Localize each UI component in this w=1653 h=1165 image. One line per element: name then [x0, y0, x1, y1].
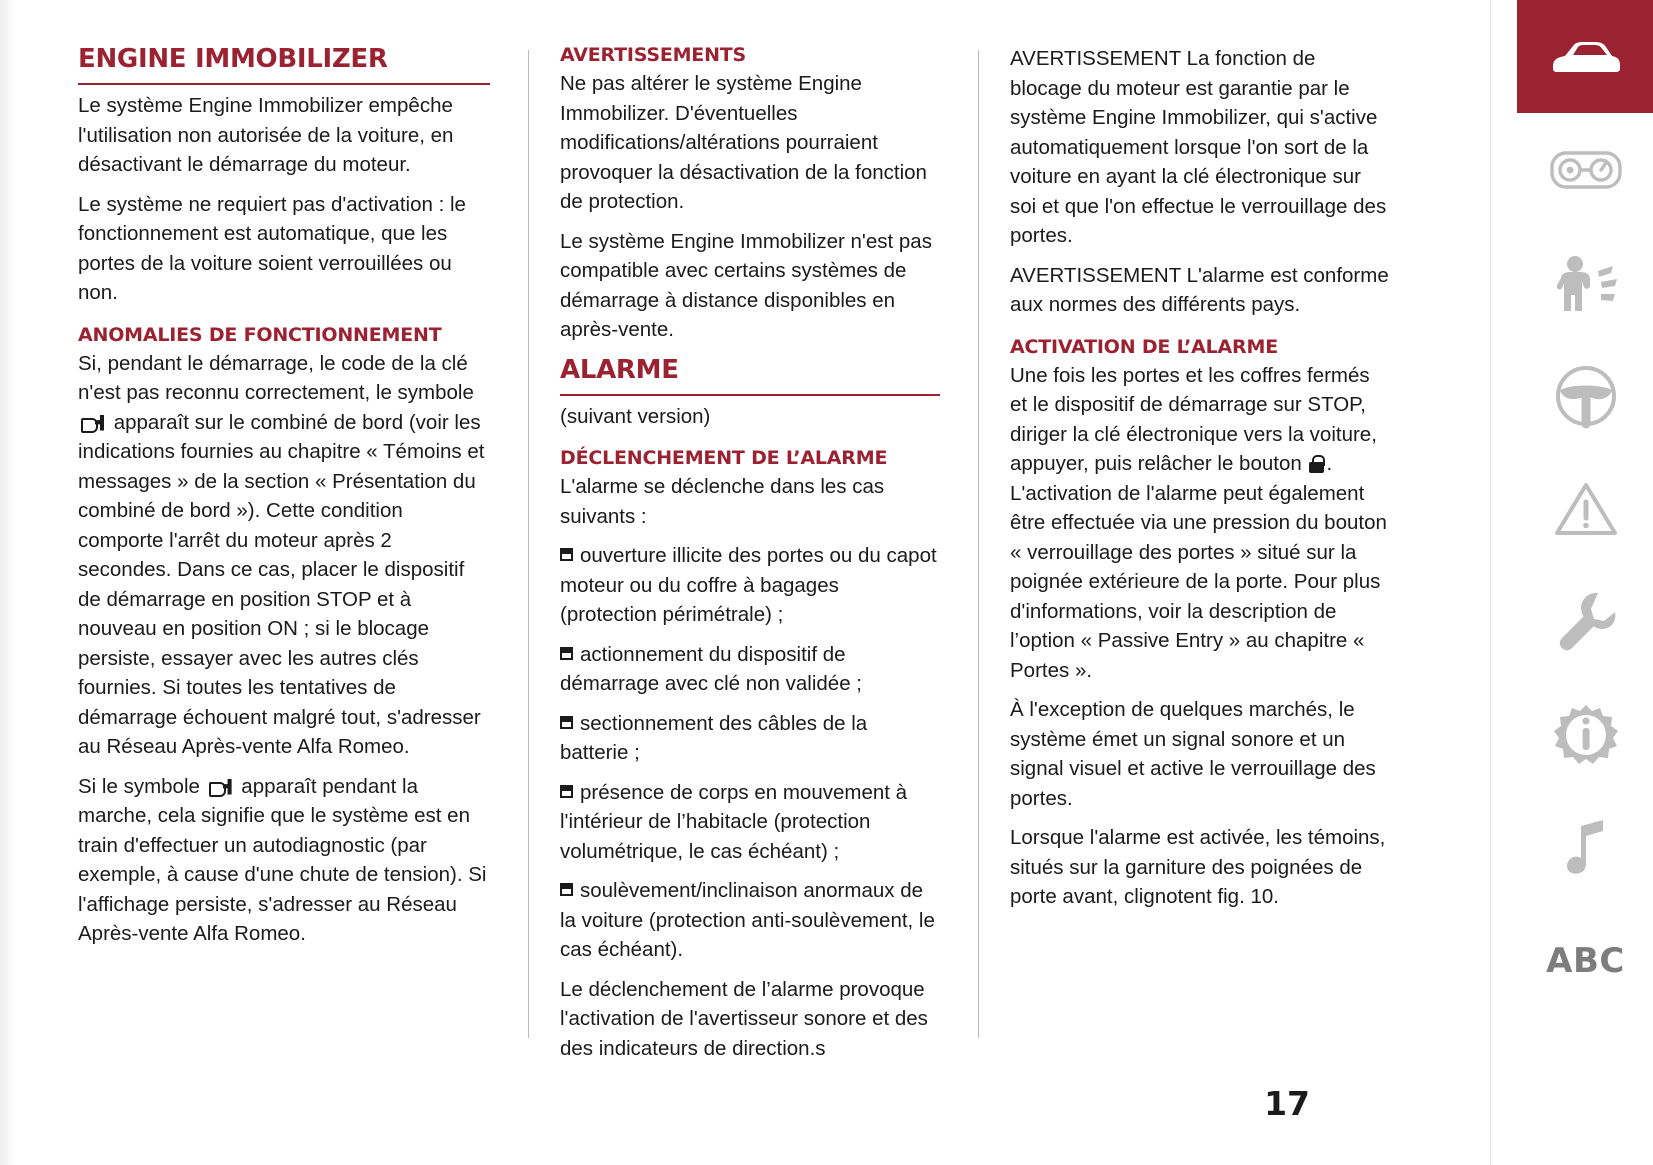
bullet-square-icon	[560, 883, 573, 896]
chapter-tab-rail	[1490, 0, 1653, 1165]
paragraph-text-before: Si, pendant le démarrage, le code de la clé n'est pas reconnu correctement, le symbole	[78, 351, 474, 404]
section-heading-anomalies: ANOMALIES DE FONCTIONNEMENT	[78, 323, 442, 346]
sidebar-item-dashboard[interactable]	[1517, 113, 1653, 226]
wrench-icon	[1556, 590, 1616, 654]
abc-index-icon: ABC	[1546, 940, 1625, 981]
paragraph: Lorsque l'alarme est activée, les témoins, situés sur la garniture des poignées de porte avant, clignotent fig. 10.	[1010, 826, 1386, 908]
paragraph: Le déclenchement de l’alarme provoque l'activation de l'avertisseur sonore et des des indicateurs de direction.s	[560, 977, 928, 1060]
paragraph-text-before: Si le symbole	[78, 774, 206, 798]
column-1	[78, 44, 528, 1044]
section-heading-declenchement: DÉCLENCHEMENT DE L’ALARME	[560, 447, 888, 469]
paragraph-with-key-icon	[78, 349, 490, 762]
list-item-label: actionnement du dispositif de démarrage avec clé non validée ;	[560, 642, 862, 695]
sidebar-item-info[interactable]	[1517, 678, 1653, 791]
list-item	[560, 709, 940, 768]
section-heading-activation: ACTIVATION DE L’ALARME	[1010, 335, 1278, 358]
car-icon	[1547, 33, 1625, 81]
airbag-safety-icon	[1551, 253, 1621, 313]
sidebar-item-safety[interactable]	[1517, 226, 1653, 339]
list-item	[560, 778, 940, 867]
paragraph: Le système Engine Immobilizer n'est pas compatible avec certains systèmes de démarrage à distance disponibles en après-vente.	[560, 229, 932, 341]
paragraph-text-after: . L'activation de l'alarme peut également être effectuée via une pression du bouton « verrouillage des portes » situé sur la poignée extérieure de la porte. Pour plus d'informations, voir la description de l’option « Passive Entry » au chapitre « Portes ».	[1010, 452, 1387, 682]
paragraph: Le système ne requiert pas d'activation : le fonctionnement est automatique, que les portes de la voiture soient verrouillées ou non.	[78, 192, 466, 304]
paragraph: À l'exception de quelques marchés, le système émet un signal sonore et un signal visuel et active le verrouillage des portes.	[1010, 698, 1376, 810]
immobilizer-key-icon	[81, 415, 105, 432]
sidebar-item-multimedia[interactable]	[1517, 791, 1653, 904]
paragraph-with-key-icon	[78, 772, 490, 949]
list-item-label: sectionnement des câbles de la batterie ;	[560, 711, 868, 764]
bullet-square-icon	[560, 548, 573, 561]
list-item	[560, 876, 940, 965]
bullet-square-icon	[560, 716, 573, 729]
lock-icon	[1309, 455, 1324, 473]
sidebar-item-car[interactable]	[1517, 0, 1653, 113]
sidebar-item-index[interactable]	[1517, 904, 1653, 1017]
list-item-label: présence de corps en mouvement à l'intérieur de l’habitacle (protection volumétrique, le cas échéant) ;	[560, 780, 908, 863]
text-columns	[78, 44, 1478, 1060]
list-item	[560, 541, 940, 630]
paragraph-text-after: apparaît sur le combiné de bord (voir les indications fournies au chapitre « Témoins et messages » de la section « Présentation du combiné de bord »). Cette condition comporte l'arrêt du moteur après 2 secondes. Dans ce cas, placer le dispositif de démarrage en position STOP et à nouveau en position ON ; si le blocage persiste, essayer avec les autres clés fournies. Si toutes les tentatives de démarrage échouent malgré tout, s'adresser au Réseau Après-vente Alfa Romeo.	[78, 410, 485, 758]
paragraph-avertissement: AVERTISSEMENT L'alarme est conforme aux normes des différents pays.	[1010, 263, 1389, 316]
paragraph-version-note: (suivant version)	[560, 404, 711, 428]
page-title: ENGINE IMMOBILIZER	[78, 44, 490, 85]
bullet-square-icon	[560, 647, 573, 660]
section-title-alarme: ALARME	[560, 355, 940, 396]
page-number: 17	[1264, 1084, 1310, 1123]
immobilizer-key-icon	[209, 779, 233, 796]
paragraph-text-before: Une fois les portes et les coffres fermés et le dispositif de démarrage sur STOP, diriger la clé électronique vers la voiture, appuyer, puis relâcher le bouton	[1010, 363, 1377, 475]
dashboard-gauges-icon	[1549, 148, 1623, 192]
list-item-label: soulèvement/inclinaison anormaux de la voiture (protection anti-soulèvement, le cas échéant).	[560, 879, 935, 961]
column-2	[528, 44, 978, 1060]
paragraph-text-after: apparaît pendant la marche, cela signifie que le système est en train d'effectuer un autodiagnostic (par exemple, à cause d'une chute de tension). Si l'affichage persiste, s'adresser au Réseau Après-vente Alfa Romeo.	[78, 774, 487, 945]
chapter-tab-strip	[1517, 0, 1653, 1165]
paragraph-with-lock-icon	[1010, 361, 1390, 686]
music-note-icon	[1561, 818, 1611, 878]
info-gear-icon	[1554, 703, 1618, 767]
steering-wheel-icon	[1553, 363, 1619, 429]
list-item	[560, 640, 940, 699]
bullet-square-icon	[560, 785, 573, 798]
sidebar-item-maintenance[interactable]	[1517, 565, 1653, 678]
sidebar-item-warnings[interactable]	[1517, 452, 1653, 565]
paragraph: L'alarme se déclenche dans les cas suivants :	[560, 475, 885, 528]
paragraph-avertissement: AVERTISSEMENT La fonction de blocage du moteur est garantie par le système Engine Immobilizer, qui s'active automatiquement lorsque l'on sort de la voiture en ayant la clé électronique sur soi et que l'on effectue le verrouillage des portes.	[1010, 47, 1387, 247]
sidebar-item-steering[interactable]	[1517, 339, 1653, 452]
warning-triangle-icon	[1554, 480, 1618, 538]
paragraph: Ne pas altérer le système Engine Immobilizer. D'éventuelles modifications/altérations pourraient provoquer la désactivation de la fonction de protection.	[560, 72, 927, 213]
column-3	[978, 44, 1428, 1044]
list-item-label: ouverture illicite des portes ou du capot moteur ou du coffre à bagages (protection périmétrale) ;	[560, 544, 937, 626]
section-heading-avertissements: AVERTISSEMENTS	[560, 44, 747, 66]
paragraph: Le système Engine Immobilizer empêche l'utilisation non autorisée de la voiture, en désactivant le démarrage du moteur.	[78, 94, 454, 176]
